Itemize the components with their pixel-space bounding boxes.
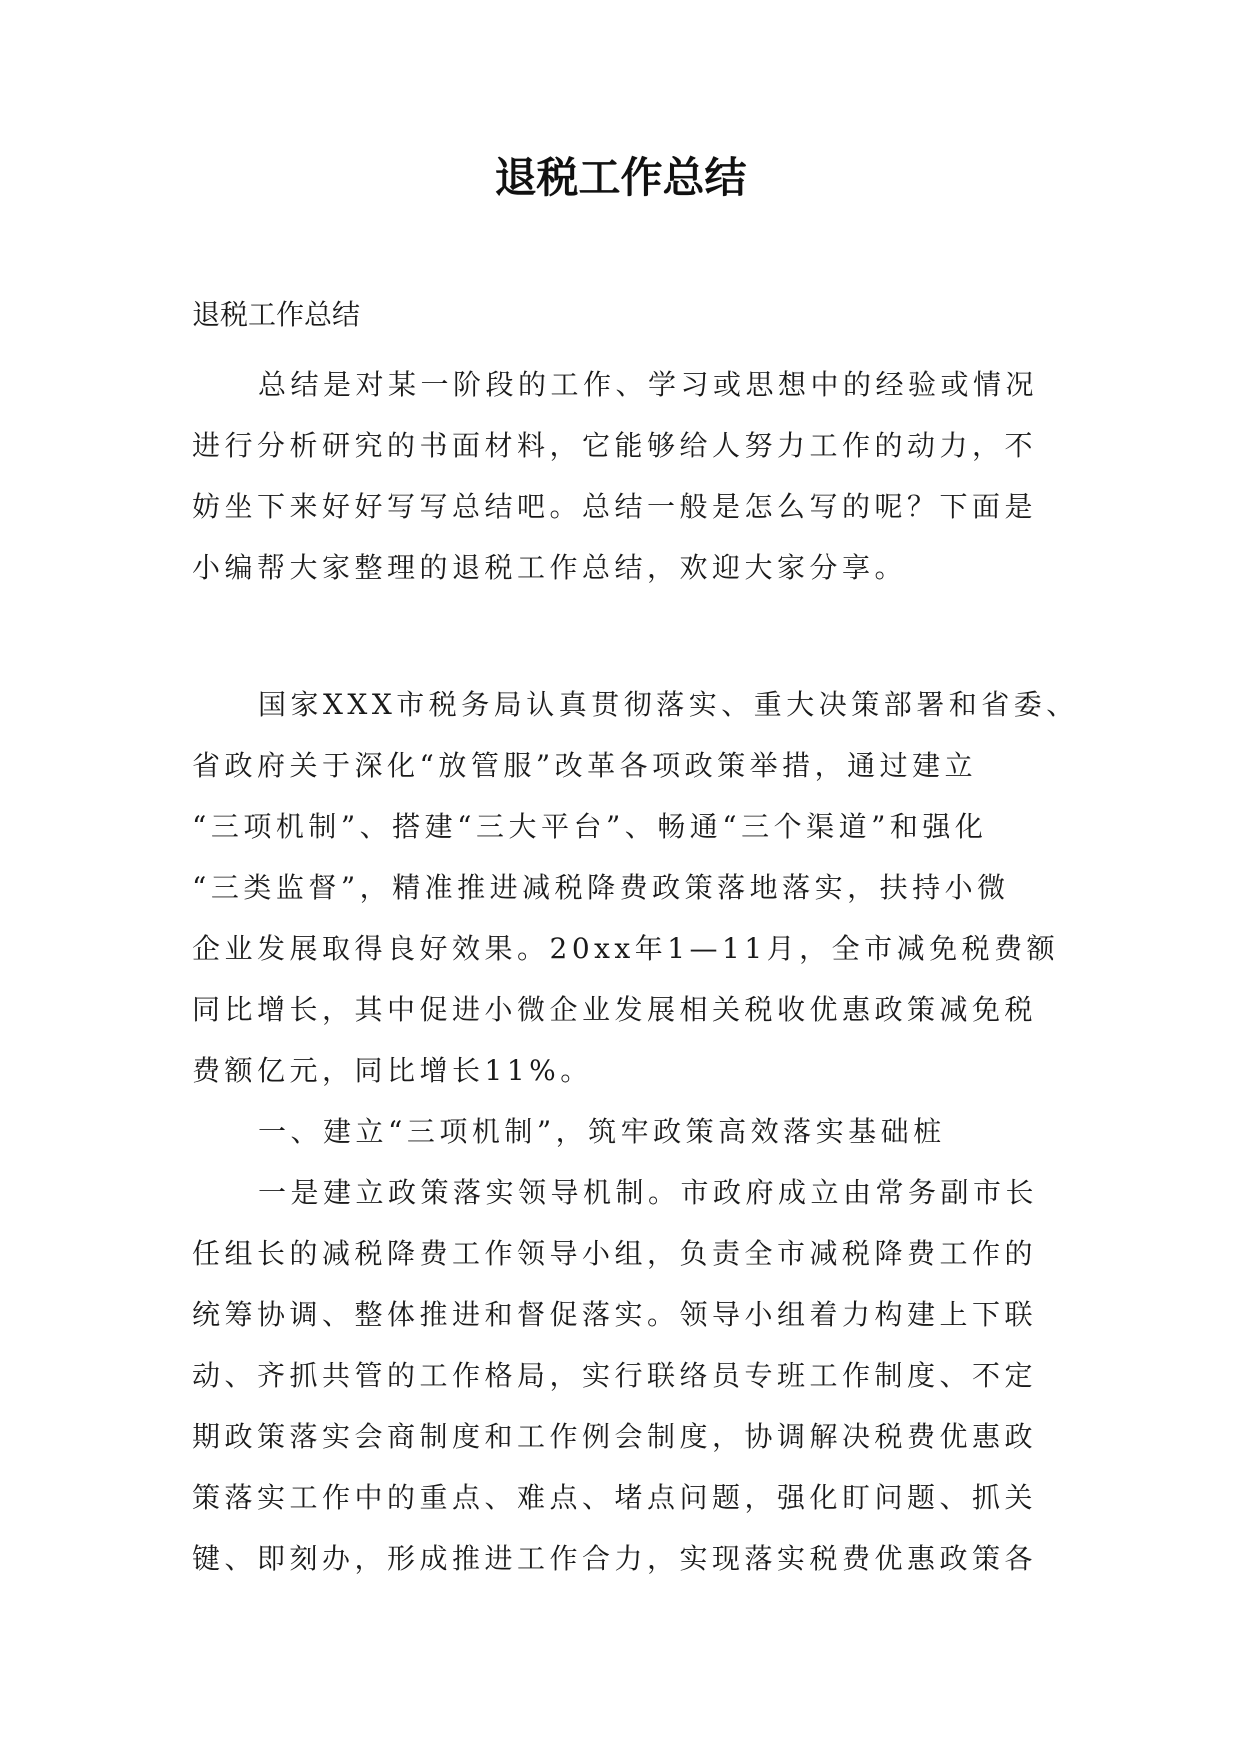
paragraph-line: 策落实工作中的重点、难点、堵点问题，强化盯问题、抓关 [192,1481,1038,1514]
paragraph-line: 国家XXX市税务局认真贯彻落实、重大决策部署和省委、 [258,688,1079,721]
paragraph-line: “三项机制”、搭建“三大平台”、畅通“三个渠道”和强化 [192,810,988,843]
paragraph-line: 省政府关于深化“放管服”改革各项政策举措，通过建立 [192,749,978,782]
paragraph-mechanism [192,1162,1052,1589]
paragraph-line: 进行分析研究的书面材料，它能够给人努力工作的动力，不 [192,429,1038,462]
paragraph-line: 统筹协调、整体推进和督促落实。领导小组着力构建上下联 [192,1298,1038,1331]
paragraph-line: 动、齐抓共管的工作格局，实行联络员专班工作制度、不定 [192,1359,1038,1392]
section-heading-text: 一、建立“三项机制”，筑牢政策高效落实基础桩 [258,1115,946,1148]
paragraph-line: 键、即刻办，形成推进工作合力，实现落实税费优惠政策各 [192,1542,1038,1575]
paragraph-overview [192,674,1079,1101]
paragraph-line: 期政策落实会商制度和工作例会制度，协调解决税费优惠政 [192,1420,1038,1453]
paragraph-line: 小编帮大家整理的退税工作总结，欢迎大家分享。 [192,551,908,584]
paragraph-line: 一是建立政策落实领导机制。市政府成立由常务副市长 [258,1176,1039,1209]
paragraph-line: 同比增长，其中促进小微企业发展相关税收优惠政策减免税 [192,993,1038,1026]
paragraph-line: “三类监督”，精准推进减税降费政策落地落实，扶持小微 [192,871,1010,904]
document-subtitle: 退税工作总结 [192,298,361,331]
paragraph-line: 费额亿元，同比增长11%。 [192,1054,593,1087]
paragraph-line: 企业发展取得良好效果。20xx年1—11月，全市减免税费额 [192,932,1060,965]
document-title: 退税工作总结 [494,153,747,202]
paragraph-line: 总结是对某一阶段的工作、学习或思想中的经验或情况 [258,368,1039,401]
paragraph-line: 任组长的减税降费工作领导小组，负责全市减税降费工作的 [192,1237,1038,1270]
paragraph-intro [192,354,1052,598]
paragraph-line: 妨坐下来好好写写总结吧。总结一般是怎么写的呢？下面是 [192,490,1038,523]
section-heading [192,1101,1052,1162]
